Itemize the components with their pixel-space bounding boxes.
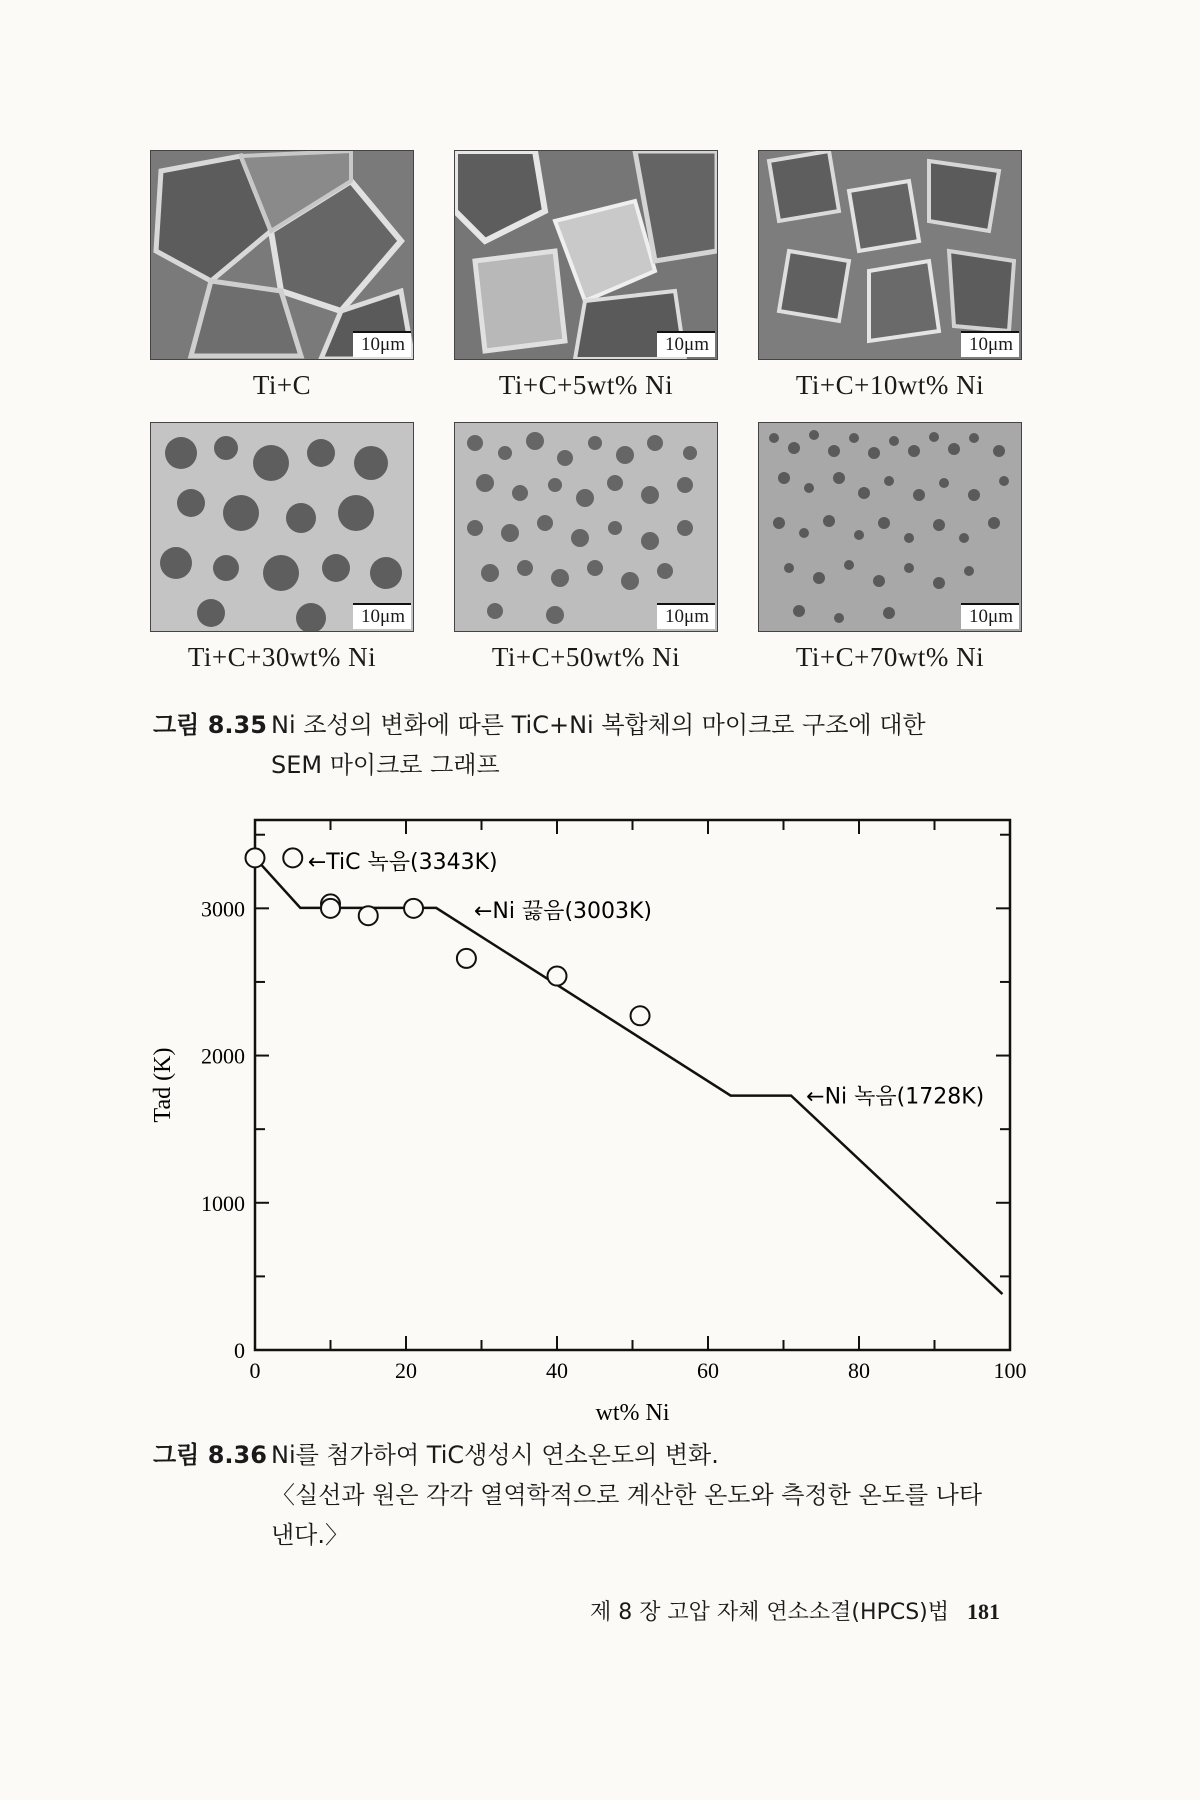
page-footer [520, 1595, 1000, 1626]
measured-data-point [631, 1006, 650, 1025]
y-tick-label: 3000 [201, 896, 245, 922]
measured-data-point [457, 949, 476, 968]
scale-bar: 10μm [657, 331, 715, 357]
micrograph-label: Ti+C+30wt% Ni [187, 642, 377, 672]
y-tick-label: 1000 [201, 1190, 245, 1216]
scale-bar: 10μm [353, 331, 411, 357]
micrograph-cell [454, 422, 718, 676]
sem-micrograph [150, 422, 414, 632]
micrograph-cell [150, 422, 414, 676]
caption-line: Ni 조성의 변화에 따른 TiC+Ni 복합체의 마이크로 구조에 대한 [271, 711, 926, 739]
caption-line: Ni를 첨가하여 TiC생성시 연소온도의 변화. [271, 1441, 719, 1469]
x-tick-label: 40 [546, 1358, 568, 1383]
y-tick-label: 0 [234, 1338, 245, 1363]
chart-annotation: ←Ni 끓음(3003K) [473, 898, 653, 924]
micrograph-texture [759, 151, 1021, 359]
micrograph-label: Ti+C [252, 370, 312, 400]
page-number: 181 [967, 1599, 1000, 1624]
sem-micrograph [758, 150, 1022, 360]
figure-label: 그림 8.36 [153, 1441, 267, 1469]
figure-8-35-caption [153, 705, 1031, 785]
measured-data-point [548, 967, 567, 986]
x-axis-label: wt% Ni [595, 1400, 670, 1426]
micrograph-cell [758, 422, 1022, 676]
micrograph-label: Ti+C+10wt% Ni [795, 370, 985, 400]
micrograph-label: Ti+C+70wt% Ni [795, 642, 985, 672]
caption-line: SEM 마이크로 그래프 [271, 751, 500, 779]
measured-data-point [246, 848, 265, 867]
figure-caption-text [271, 705, 1031, 785]
micrograph-grid [150, 150, 1020, 676]
x-tick-label: 20 [395, 1358, 417, 1383]
scale-bar: 10μm [961, 331, 1019, 357]
measured-data-point [283, 848, 302, 867]
sem-micrograph [454, 150, 718, 360]
combustion-temperature-chart [140, 800, 1040, 1450]
x-tick-label: 0 [249, 1358, 261, 1383]
figure-8-36-caption [153, 1435, 1031, 1555]
chart-svg [140, 800, 1040, 1450]
micrograph-cell [454, 150, 718, 404]
sem-micrograph [758, 422, 1022, 632]
measured-data-point [321, 899, 340, 918]
caption-line: 〈실선과 원은 각각 열역학적으로 계산한 온도와 측정한 온도를 나타 [271, 1481, 982, 1509]
scale-bar: 10μm [961, 603, 1019, 629]
micrograph-cell [758, 150, 1022, 404]
x-tick-label: 60 [697, 1358, 719, 1383]
micrograph-texture [455, 423, 717, 631]
measured-data-point [359, 906, 378, 925]
chart-annotation: ←Ni 녹음(1728K) [806, 1084, 985, 1110]
y-axis-label: Tad (K) [150, 1047, 176, 1123]
y-tick-label: 2000 [201, 1043, 245, 1069]
micrograph-label: Ti+C+50wt% Ni [491, 642, 681, 672]
micrograph-label: Ti+C+5wt% Ni [498, 370, 674, 400]
micrograph-cell [150, 150, 414, 404]
caption-line: 낸다.〉 [271, 1521, 349, 1549]
x-tick-label: 100 [993, 1358, 1027, 1383]
measured-data-point [404, 899, 423, 918]
sem-micrograph [150, 150, 414, 360]
figure-label: 그림 8.35 [153, 711, 267, 739]
scale-bar: 10μm [657, 603, 715, 629]
chapter-title: 제 8 장 고압 자체 연소소결(HPCS)법 [589, 1600, 949, 1625]
chart-annotation: ←TiC 녹음(3343K) [307, 850, 498, 876]
micrograph-texture [151, 423, 413, 631]
figure-caption-text [271, 1435, 1031, 1555]
x-tick-label: 80 [848, 1358, 870, 1383]
sem-micrograph [454, 422, 718, 632]
micrograph-texture [455, 151, 717, 359]
micrograph-texture [759, 423, 1021, 631]
scale-bar: 10μm [353, 603, 411, 629]
micrograph-texture [151, 151, 413, 359]
